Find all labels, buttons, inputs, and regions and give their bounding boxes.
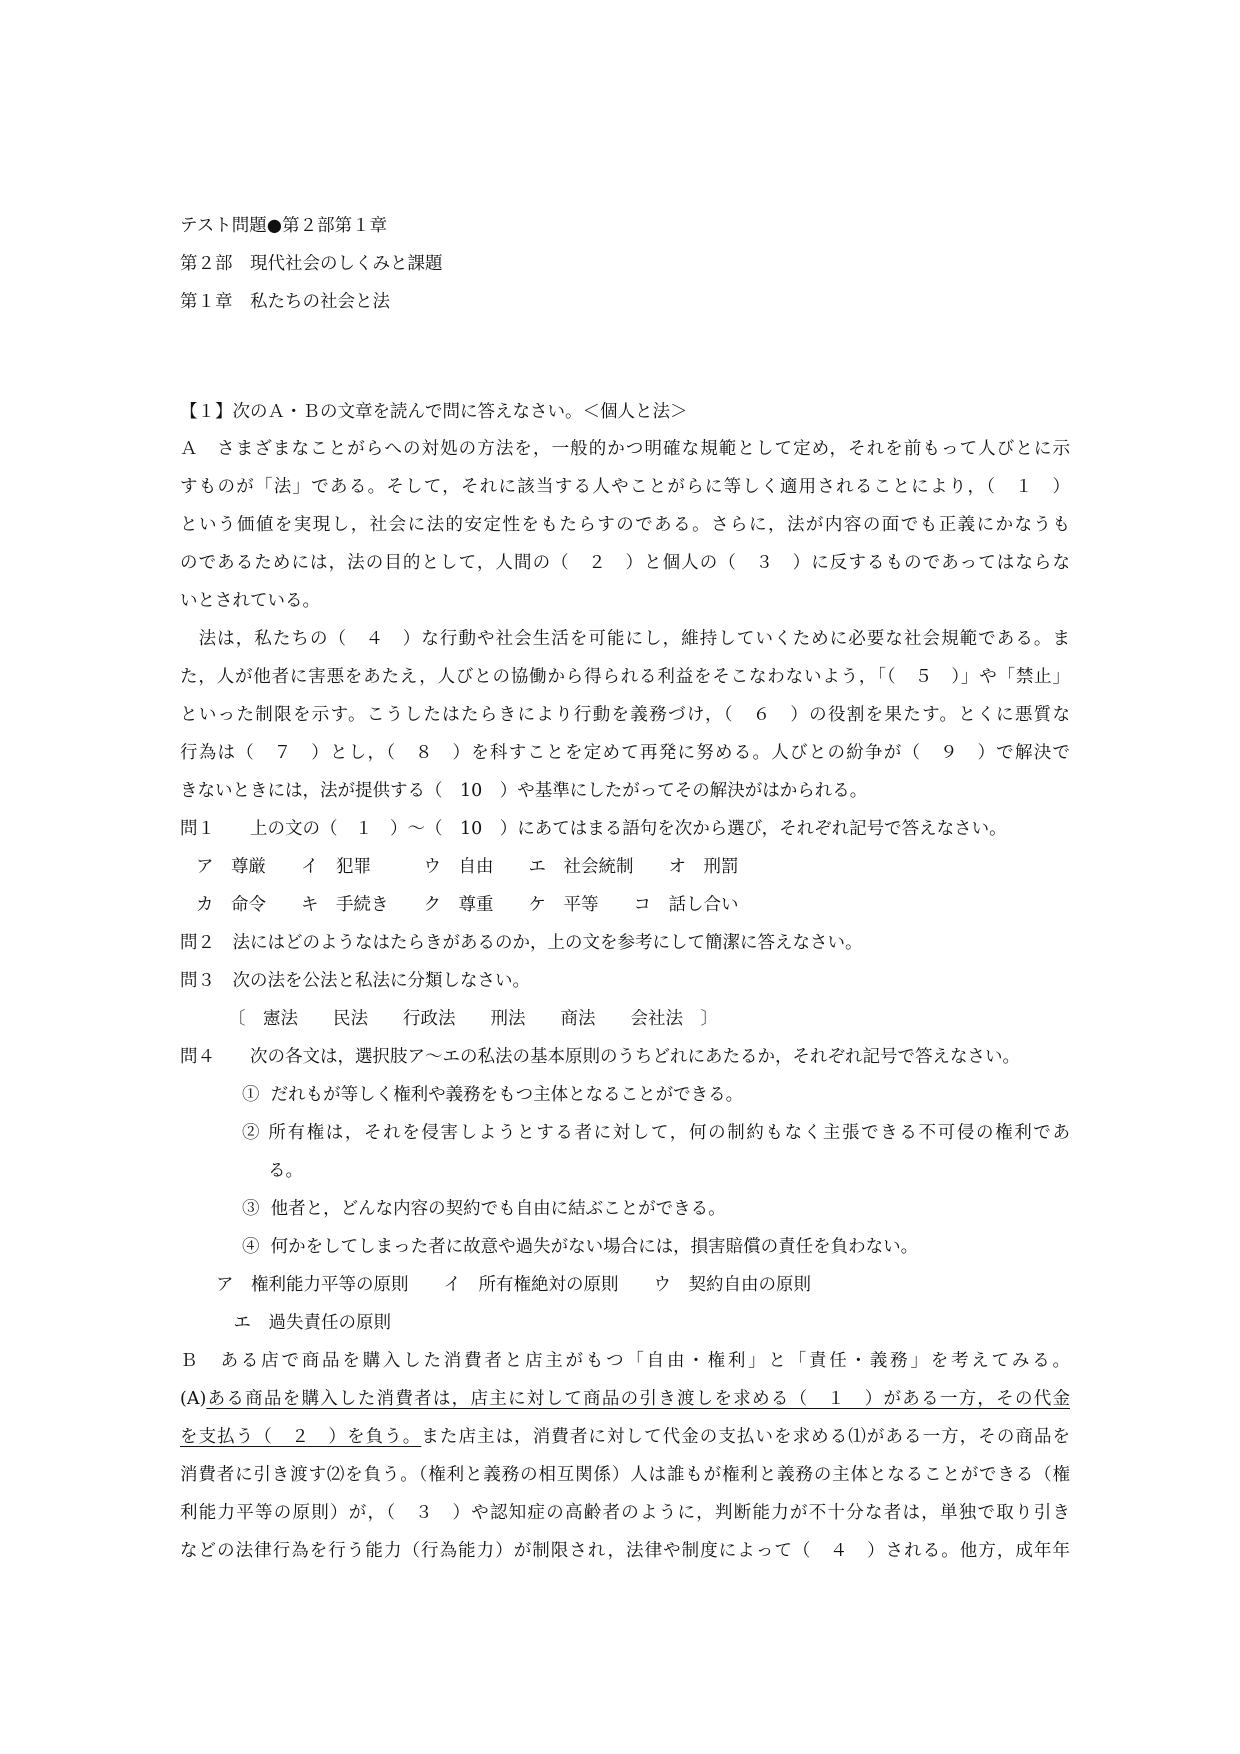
passage-a-line: た，人が他者に害悪をあたえ，人びとの協働から得られる利益をそこなわないよう，「（ ５ ）」や「禁止」 [180,667,1070,687]
passage-a-line: すものが「法」である。そして，それに該当する人やことがらに等しく適用されることにより，（ １ ） [180,477,1070,497]
passage-a-line: Ａ さまざまなことがらへの対処の方法を，一般的かつ明確な規範として定め，それを前もって人びとに示 [180,439,1070,459]
header-label: テスト問題●第２部第１章 [180,216,388,236]
passage-a-line: といった制限を示す。こうしたはたらきにより行動を義務づけ，（ ６ ）の役割を果たす。とくに悪質な [180,705,1070,725]
passage-b-line [180,1388,1070,1410]
passage-b-label: (A) [180,1389,207,1409]
passage-b-line: 利能力平等の原則）が，（ ３ ）や認知症の高齢者のように，判断能力が不十分な者は，単独で取り引き [180,1503,1070,1523]
law-list: 〔 憲法 民法 行政法 刑法 商法 会社法 〕 [228,1009,718,1029]
passage-b-line [180,1426,1070,1448]
question-3: 問３ 次の法を公法と私法に分類しなさい。 [180,971,530,991]
part-title: 第２部 現代社会のしくみと課題 [180,254,443,274]
underlined-text: を支払う（ ２ ）を負う。 [180,1427,422,1447]
chapter-title: 第１章 私たちの社会と法 [180,292,390,312]
statement-item: ④ 何かをしてしまった者に故意や過失がない場合には，損害賠償の責任を負わない。 [242,1237,919,1257]
statement-item-cont: る。 [268,1161,303,1181]
question-title: 【１】次のＡ・Ｂの文章を読んで問に答えなさい。＜個人と法＞ [180,402,688,422]
passage-b-line: 消費者に引き渡す⑵を負う。（権利と義務の相互関係）人は誰もが権利と義務の主体となることができる（権 [180,1465,1070,1485]
statement-item: ② 所有権は，それを侵害しようとする者に対して，何の制約もなく主張できる不可侵の権利であ [242,1123,1070,1143]
passage-b-intro: Ｂ ある店で商品を購入した消費者と店主がもつ「自由・権利」と「責任・義務」を考えてみる。 [180,1351,1070,1371]
question-1: 問１ 上の文の（ １ ）～（ 10 ）にあてはまる語句を次から選び，それぞれ記号で答えなさい。 [180,819,1007,839]
question-2: 問２ 法にはどのようなはたらきがあるのか，上の文を参考にして簡潔に答えなさい。 [180,933,863,953]
statement-item: ① だれもが等しく権利や義務をもつ主体となることができる。 [242,1085,744,1105]
statement-item: ③ 他者と，どんな内容の契約でも自由に結ぶことができる。 [242,1199,726,1219]
passage-a-line: きないときには，法が提供する（ 10 ）や基準にしたがってその解決がはかられる。 [180,781,868,801]
passage-a-line: 法は，私たちの（ ４ ）な行動や社会生活を可能にし，維持していくために必要な社会規範である。ま [180,629,1070,649]
passage-a-line: のであるためには，法の目的として，人間の（ ２ ）と個人の（ ３ ）に反するものであってはならな [180,553,1070,573]
passage-a-line: 行為は（ ７ ）とし，（ ８ ）を科すことを定めて再発に努める。人びとの紛争が（ ９ ）で解決で [180,743,1070,763]
passage-b-line: などの法律行為を行う能力（行為能力）が制限され，法律や制度によって（ ４ ）される。他方，成年年 [180,1541,1070,1561]
choice-row: カ 命令 キ 手続き ク 尊重 ケ 平等 コ 話し合い [196,895,739,915]
principle-row: ア 権利能力平等の原則 イ 所有権絶対の原則 ウ 契約自由の原則 [216,1275,811,1295]
choice-row: ア 尊厳 イ 犯罪 ウ 自由 エ 社会統制 オ 刑罰 [196,857,739,877]
underlined-text: ある商品を購入した消費者は，店主に対して商品の引き渡しを求める（ １ ）がある一方，その代金 [206,1389,1070,1409]
principle-row: エ 過失責任の原則 [216,1313,391,1333]
passage-a-line: いとされている。 [180,591,320,611]
passage-b-text: また店主は，消費者に対して代金の支払いを求める⑴がある一方，その商品を [421,1427,1071,1447]
passage-a-line: という価値を実現し，社会に法的安定性をもたらすのである。さらに，法が内容の面でも正義にかなうも [180,515,1070,535]
question-4: 問４ 次の各文は，選択肢ア～エの私法の基本原則のうちどれにあたるか，それぞれ記号で答えなさい。 [180,1047,1020,1067]
